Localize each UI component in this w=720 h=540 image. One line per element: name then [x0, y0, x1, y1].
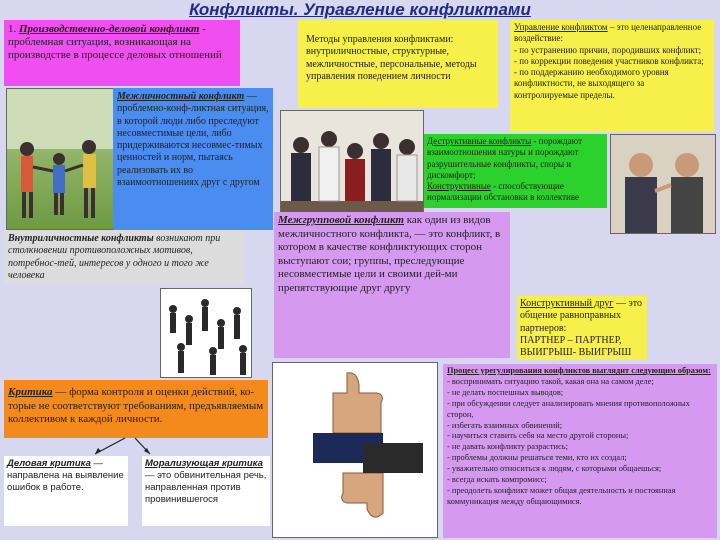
intrapersonal-term: Внутриличностные конфликты — [8, 233, 154, 244]
procedure-item: - преодолеть конфликт может общая деятельность и постоянная коммуникация между общающимися. — [447, 485, 676, 506]
constructive-partner-line3: ВЫИГРЫШ- ВЫИГРЫШ — [520, 347, 632, 359]
destructive-term: Деструктивные конфликты — [427, 136, 532, 146]
management-item: - по коррекции поведения участников конфликта; — [514, 55, 704, 66]
business-criticism-text: — направлена на выявление ошибок в работе. — [7, 458, 124, 493]
intrapersonal-text: возникают при столкновении противоположных мотивов, потребнос-тей, интересов у одного и того же человека — [8, 233, 221, 281]
procedure-item: - уважительно относиться к людям, с которыми общаешься; — [447, 464, 662, 474]
criticism-term: Критика — [8, 386, 53, 398]
procedure-heading: Процесс урегулирования конфликтов выглядит следующим образом: — [447, 366, 711, 375]
page-title: Конфликты. Управление конфликтами — [189, 0, 531, 19]
thumbs-up-down-photo — [272, 362, 438, 538]
methods-text: Методы управления конфликтами: внутриличностные, структурные, межличностные, персональные, методы управления поведением личности — [306, 34, 477, 82]
management-heading: Управление конфликтом — [514, 22, 608, 32]
criticism-text: — форма контроля и оценки действий, ко-торые не соответствуют требованиям, предъявляемым коллективом к каждой личности. — [8, 386, 264, 425]
children-playing-illustration — [7, 89, 114, 230]
criticism-block — [4, 380, 268, 438]
production-conflict-block — [4, 20, 240, 86]
moral-criticism-text: — это обвинительная речь, направленная против провинившегося — [145, 470, 267, 505]
production-term: Производственно-деловой конфликт — [19, 23, 200, 35]
constructive-term: Конструктивные — [427, 181, 491, 192]
business-criticism-block — [4, 456, 128, 526]
interpersonal-text: — проблемно-конф-ликтная ситуация, в которой люди либо преследуют несовместимые цели, либо придерживаются несовмес-тимых ценностей и норм, пытаясь реализовать их во взаимоотношениях друг с другом — [117, 91, 269, 189]
procedure-item: - научиться ставить себя на место другой стороны; — [447, 431, 629, 441]
moral-criticism-block — [142, 456, 270, 526]
procedure-item: - при обсуждении следует анализировать мнения противоположных сторон, — [447, 398, 690, 419]
procedure-item: - всегда искать компромисс; — [447, 475, 547, 485]
management-item: - по поддержанию необходимого уровня конфликтности, не выходящего за контролируемые пределы. — [514, 67, 669, 100]
intrapersonal-conflict-block — [4, 230, 244, 284]
figures-crowd-photo — [160, 288, 252, 378]
destructive-constructive-block — [424, 134, 607, 208]
methods-block — [298, 20, 498, 108]
intergroup-term: Межгрупповой конфликт — [278, 214, 404, 226]
business-criticism-term: Деловая критика — [7, 458, 91, 469]
criticism-arrows — [0, 436, 270, 456]
figures-crowd-illustration — [161, 289, 252, 378]
intergroup-text: как один из видов межличностного конфликта, — это конфликт, в котором в качестве конфликтующих сторон выступают сои; группы, преследующие несовместимые цели и своими дей-ми препятствующие друг другу — [278, 214, 501, 294]
children-playing-photo — [6, 88, 114, 230]
production-text: - проблемная ситуация, возникающая на производстве в процессе деловых отношений — [8, 23, 222, 61]
arguing-people-photo — [610, 134, 716, 234]
procedure-item: - воспринимать ситуацию такой, какая она на самом деле; — [447, 376, 654, 386]
arguing-people-illustration — [611, 135, 716, 234]
thumbs-illustration — [273, 363, 438, 538]
procedure-item: - не делать поспешных выводов; — [447, 387, 564, 397]
interpersonal-term: Межличностный конфликт — [117, 91, 245, 102]
constructive-partner-block — [517, 296, 647, 360]
moral-criticism-term: Морализующая критика — [145, 458, 263, 469]
production-num: 1. — [8, 23, 19, 35]
intergroup-conflict-block — [274, 212, 510, 358]
management-lead: – это целенаправленное воздействие: — [514, 22, 702, 44]
destructive-text: - порождают взаимоотношения натуры и порождают разрушительные конфликты, споры и дискомфорт; — [427, 136, 583, 180]
management-block — [510, 20, 714, 132]
constructive-partner-term: Конструктивный друг — [520, 298, 614, 309]
management-item: - по устранению причин, породивших конфликт; — [514, 44, 702, 55]
procedure-item: - проблемы должны решаться теми, кто их создал; — [447, 453, 627, 463]
interpersonal-conflict-block — [113, 88, 273, 230]
constructive-partner-line2: ПАРТНЕР – ПАРТНЕР, — [520, 334, 622, 346]
constructive-partner-text: — это общение равноправных партнеров: — [520, 298, 643, 334]
settlement-procedure-block — [443, 364, 717, 538]
constructive-text: - способствующие нормализации обстановки в коллективе — [427, 181, 580, 203]
procedure-item: - избегать взаимных обвинений; — [447, 420, 563, 430]
procedure-item: - не давать конфликту разрастись; — [447, 442, 568, 452]
